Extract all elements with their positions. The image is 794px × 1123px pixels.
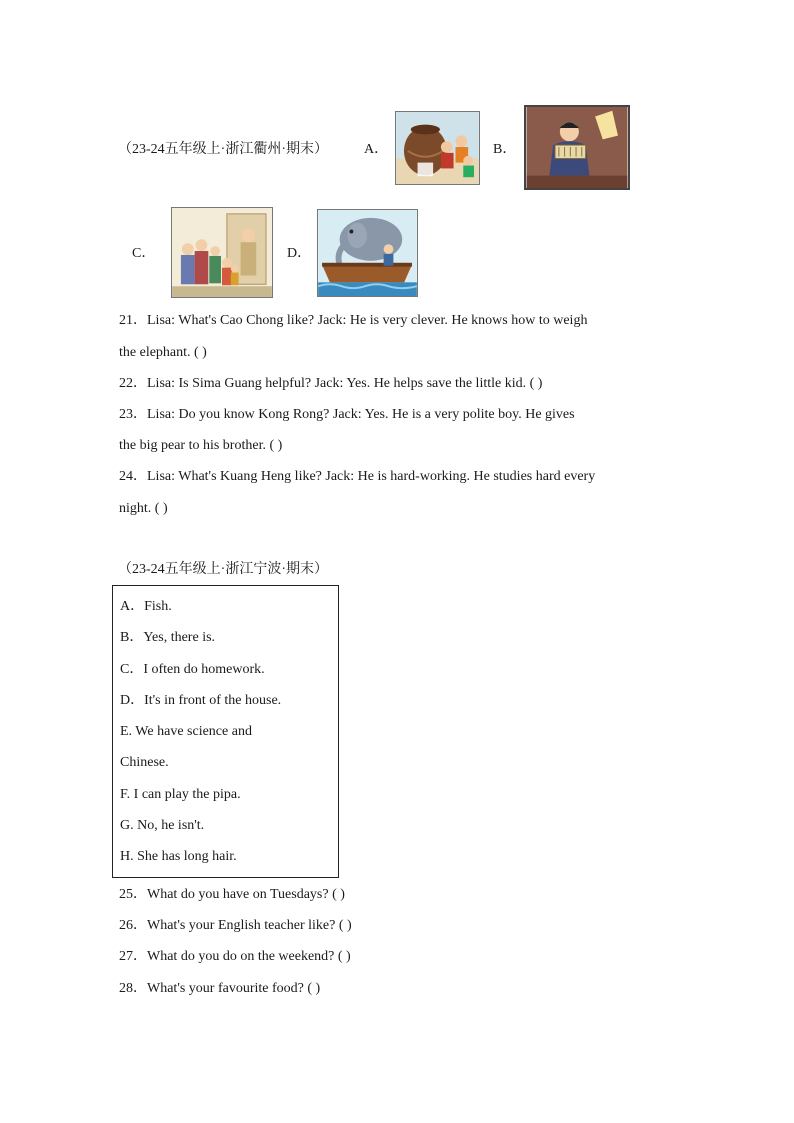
question-22-line1: 22．Lisa: Is Sima Guang helpful? Jack: Yes. He helps save the little kid. ( ) [119,376,543,391]
answer-option-h: H. She has long hair. [120,849,237,864]
answer-option-c: C．I often do homework. [120,662,265,677]
option-d-label: D． [287,246,312,261]
source-label-ningbo: （23-24五年级上·浙江宁波·期末） [118,562,328,577]
picture-a-art [396,112,479,184]
question-23-line2: the big pear to his brother. ( ) [119,438,283,453]
question-24-line1: 24．Lisa: What's Kuang Heng like? Jack: He is hard-working. He studies hard every [119,469,596,484]
picture-c [171,207,273,298]
picture-d-art [318,210,417,296]
picture-a [395,111,480,185]
question-21-line2: the elephant. ( ) [119,345,207,360]
answer-option-f: F. I can play the pipa. [120,787,241,802]
source-label-quzhou: （23-24五年级上·浙江衢州·期末） [118,142,328,157]
option-b-label: B． [493,142,517,157]
answer-option-g: G. No, he isn't. [120,818,205,833]
question-24-line2: night. ( ) [119,501,168,516]
answer-option-d: D．It's in front of the house. [120,693,282,708]
answer-option-e: E. We have science and [120,724,252,739]
question-25: 25．What do you have on Tuesdays? ( ) [119,887,345,902]
question-21-line1: 21．Lisa: What's Cao Chong like? Jack: He is very clever. He knows how to weigh [119,313,588,328]
question-28: 28．What's your favourite food? ( ) [119,981,321,996]
option-c-label: C． [132,246,156,261]
question-27: 27．What do you do on the weekend? ( ) [119,949,351,964]
picture-b [524,105,630,190]
answer-option-a: A．Fish. [120,599,172,614]
question-23-line1: 23．Lisa: Do you know Kong Rong? Jack: Yes. He is a very polite boy. He gives [119,407,575,422]
answer-option-e-cont: Chinese. [120,755,169,770]
question-26: 26．What's your English teacher like? ( ) [119,918,352,933]
picture-c-art [172,208,272,297]
answer-option-b: B．Yes, there is. [120,630,216,645]
picture-b-art [526,107,628,188]
option-a-label: A． [364,142,389,157]
picture-d [317,209,418,297]
